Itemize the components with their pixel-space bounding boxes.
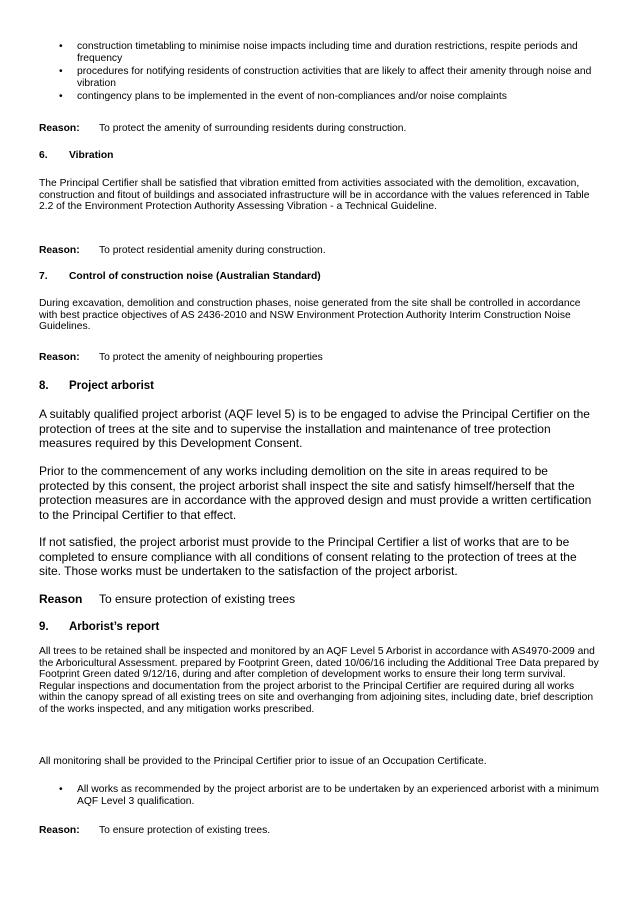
section-title: Vibration <box>69 150 114 161</box>
reason-label: Reason: <box>39 825 80 836</box>
section-6-heading <box>39 150 599 162</box>
section-9-paragraph: All trees to be retained shall be inspected and monitored by an AQF Level 5 Arborist in accordance with AS4970-2009 and the Arboricultural Assessment. prepared by Footprint Green, dated 10/06/16 including the Additional Tree Data prepared by Footprint Green dated 9/12/16, during and after completion of development works to ensure their long term survival. Regular inspections and documentation from the project arborist to the Principal Certifier are required during all works within the canopy spread of all existing trees on site and overhanging from adjoining sites, including date, brief description of the works inspected, and any mitigation works prescribed. <box>39 646 599 715</box>
reason-label: Reason <box>39 592 83 606</box>
bullet-icon: • <box>59 784 63 795</box>
section-7-body: During excavation, demolition and construction phases, noise generated from the site shall be controlled in accordance with best practice objectives of AS 2436-2010 and NSW Environment Protection Authority Interim Construction Noise Guidelines. <box>39 298 581 332</box>
bullet-icon: • <box>59 91 63 102</box>
reason-label: Reason: <box>39 352 80 363</box>
list-item-text: construction timetabling to minimise noise impacts including time and duration restrictions, respite periods and frequency <box>77 41 578 64</box>
reason-label: Reason: <box>39 123 80 134</box>
reason-line <box>39 825 599 837</box>
reason-line <box>39 245 599 257</box>
bullet-list-top <box>39 41 599 103</box>
section-8-paragraph: If not satisfied, the project arborist must provide to the Principal Certifier a list of works that are to be completed to ensure compliance with all conditions of consent relating to the protection of trees at the site. Those works must be undertaken to the satisfaction of the project arborist. <box>39 535 577 578</box>
reason-text: To protect the amenity of surrounding residents during construction. <box>99 123 407 134</box>
section-title: Arborist’s report <box>69 621 160 633</box>
section-7-heading <box>39 271 599 283</box>
reason-line <box>39 592 599 607</box>
list-item-text: All works as recommended by the project arborist are to be undertaken by an experienced arborist with a minimum AQF Level 3 qualification. <box>77 784 599 807</box>
section-number: 7. <box>39 271 48 282</box>
reason-text: To protect the amenity of neighbouring properties <box>99 352 323 363</box>
reason-text: To ensure protection of existing trees <box>99 592 296 606</box>
section-number: 9. <box>39 621 49 633</box>
section-9-heading <box>39 620 599 634</box>
reason-line <box>39 352 599 364</box>
bullet-list-section-9 <box>39 784 599 807</box>
reason-text: To protect residential amenity during construction. <box>99 245 326 256</box>
section-8-paragraph: Prior to the commencement of any works including demolition on the site in areas required to be protected by this consent, the project arborist shall inspect the site and satisfy himself/herself that the protection measures are in accordance with the approved design and must provide a written certification to the Principal Certifier to that effect. <box>39 464 592 522</box>
section-title: Project arborist <box>69 380 154 392</box>
list-item <box>39 784 599 807</box>
bullet-icon: • <box>59 66 63 77</box>
list-item-text: procedures for notifying residents of construction activities that are likely to affect their amenity through noise and vibration <box>77 66 592 89</box>
reason-label: Reason: <box>39 245 80 256</box>
reason-line <box>39 123 599 135</box>
list-item-text: contingency plans to be implemented in the event of non-compliances and/or noise complaints <box>77 91 507 102</box>
list-item <box>39 91 599 103</box>
section-9-paragraph: All monitoring shall be provided to the Principal Certifier prior to issue of an Occupation Certificate. <box>39 756 487 767</box>
section-6-body: The Principal Certifier shall be satisfied that vibration emitted from activities associated with the demolition, excavation, construction and fitout of buildings and associated infrastructure will be in accordance with the values referenced in Table 2.2 of the Environment Protection Authority Assessing Vibration - a Technical Guideline. <box>39 178 590 212</box>
section-8-paragraph: A suitably qualified project arborist (AQF level 5) is to be engaged to advise the Principal Certifier on the protection of trees at the site and to supervise the installation and maintenance of tree protection measures required by this Development Consent. <box>39 407 590 450</box>
list-item <box>39 66 599 89</box>
section-title: Control of construction noise (Australian Standard) <box>69 271 321 282</box>
bullet-icon: • <box>59 41 63 52</box>
list-item <box>39 41 599 64</box>
section-8-heading <box>39 379 599 393</box>
section-number: 8. <box>39 380 49 392</box>
section-number: 6. <box>39 150 48 161</box>
reason-text: To ensure protection of existing trees. <box>99 825 271 836</box>
